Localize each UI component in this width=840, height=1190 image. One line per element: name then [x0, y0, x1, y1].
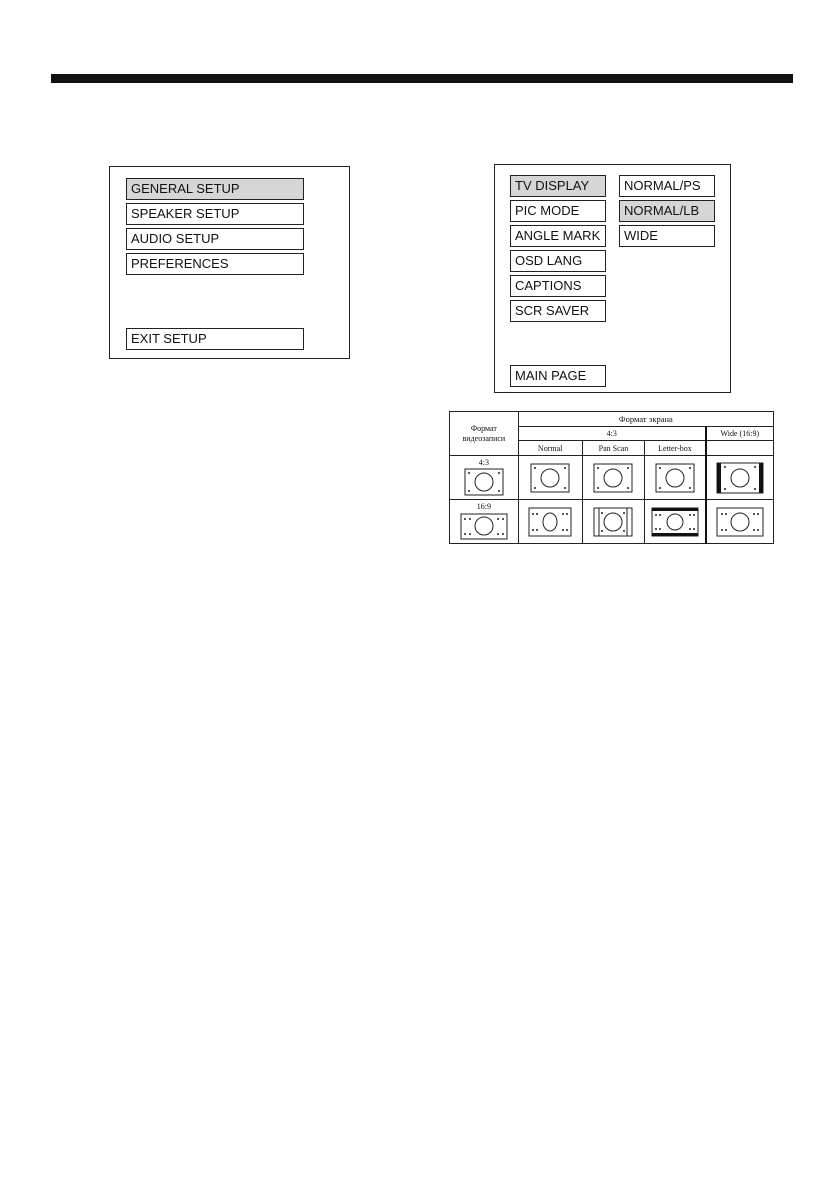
table-row [450, 500, 774, 544]
screen-pan-scan-icon [590, 462, 636, 494]
screen-4-3-icon [461, 467, 507, 497]
ratio-label: 16:9 [476, 501, 491, 511]
column-header-normal: Normal [518, 441, 582, 456]
option-normal-lb[interactable]: NORMAL/LB [619, 200, 715, 222]
option-wide[interactable]: WIDE [619, 225, 715, 247]
video-format-label: Формат видеозаписи [462, 423, 506, 443]
menu-item-general-setup[interactable]: GENERAL SETUP [126, 178, 304, 200]
exit-setup-button[interactable]: EXIT SETUP [126, 328, 304, 350]
screen-squeezed-icon [525, 506, 575, 538]
tv-display-menu [494, 164, 731, 393]
row-label-4-3 [450, 456, 519, 500]
cell-16-9-wide [706, 500, 774, 544]
group-wide-header: Wide (16:9) [706, 427, 774, 441]
column-header-wide-blank [706, 441, 774, 456]
menu-item-pic-mode[interactable]: PIC MODE [510, 200, 606, 222]
row-label-16-9 [450, 500, 519, 544]
menu-item-osd-lang[interactable]: OSD LANG [510, 250, 606, 272]
table-row [450, 456, 774, 500]
menu-item-speaker-setup[interactable]: SPEAKER SETUP [126, 203, 304, 225]
menu-item-captions[interactable]: CAPTIONS [510, 275, 606, 297]
cell-4-3-normal [518, 456, 582, 500]
menu-item-scr-saver[interactable]: SCR SAVER [510, 300, 606, 322]
screen-normal-icon [527, 462, 573, 494]
screen-pan-scan-16-9-icon [590, 506, 636, 538]
screen-16-9-icon [458, 511, 510, 541]
menu-item-preferences[interactable]: PREFERENCES [126, 253, 304, 275]
menu-item-angle-mark[interactable]: ANGLE MARK [510, 225, 606, 247]
main-page-button[interactable]: MAIN PAGE [510, 365, 606, 387]
header-rule [51, 74, 793, 83]
column-header-letter-box: Letter-box [645, 441, 706, 456]
cell-16-9-pan-scan [582, 500, 645, 544]
cell-4-3-wide [706, 456, 774, 500]
menu-item-tv-display[interactable]: TV DISPLAY [510, 175, 606, 197]
screen-format-table [449, 411, 774, 544]
video-format-header [450, 412, 519, 456]
ratio-label: 4:3 [478, 457, 489, 467]
screen-format-header: Формат экрана [518, 412, 773, 427]
screen-letterbox-bars-icon [649, 506, 701, 538]
cell-16-9-letter-box [645, 500, 706, 544]
cell-4-3-letter-box [645, 456, 706, 500]
general-setup-menu [109, 166, 350, 359]
cell-4-3-pan-scan [582, 456, 645, 500]
cell-16-9-normal [518, 500, 582, 544]
group-4-3-header: 4:3 [518, 427, 705, 441]
menu-item-audio-setup[interactable]: AUDIO SETUP [126, 228, 304, 250]
screen-letter-box-icon [652, 462, 698, 494]
screen-wide-icon [713, 506, 767, 538]
option-normal-ps[interactable]: NORMAL/PS [619, 175, 715, 197]
column-header-pan-scan: Pan Scan [582, 441, 645, 456]
screen-side-bars-icon [713, 461, 767, 495]
